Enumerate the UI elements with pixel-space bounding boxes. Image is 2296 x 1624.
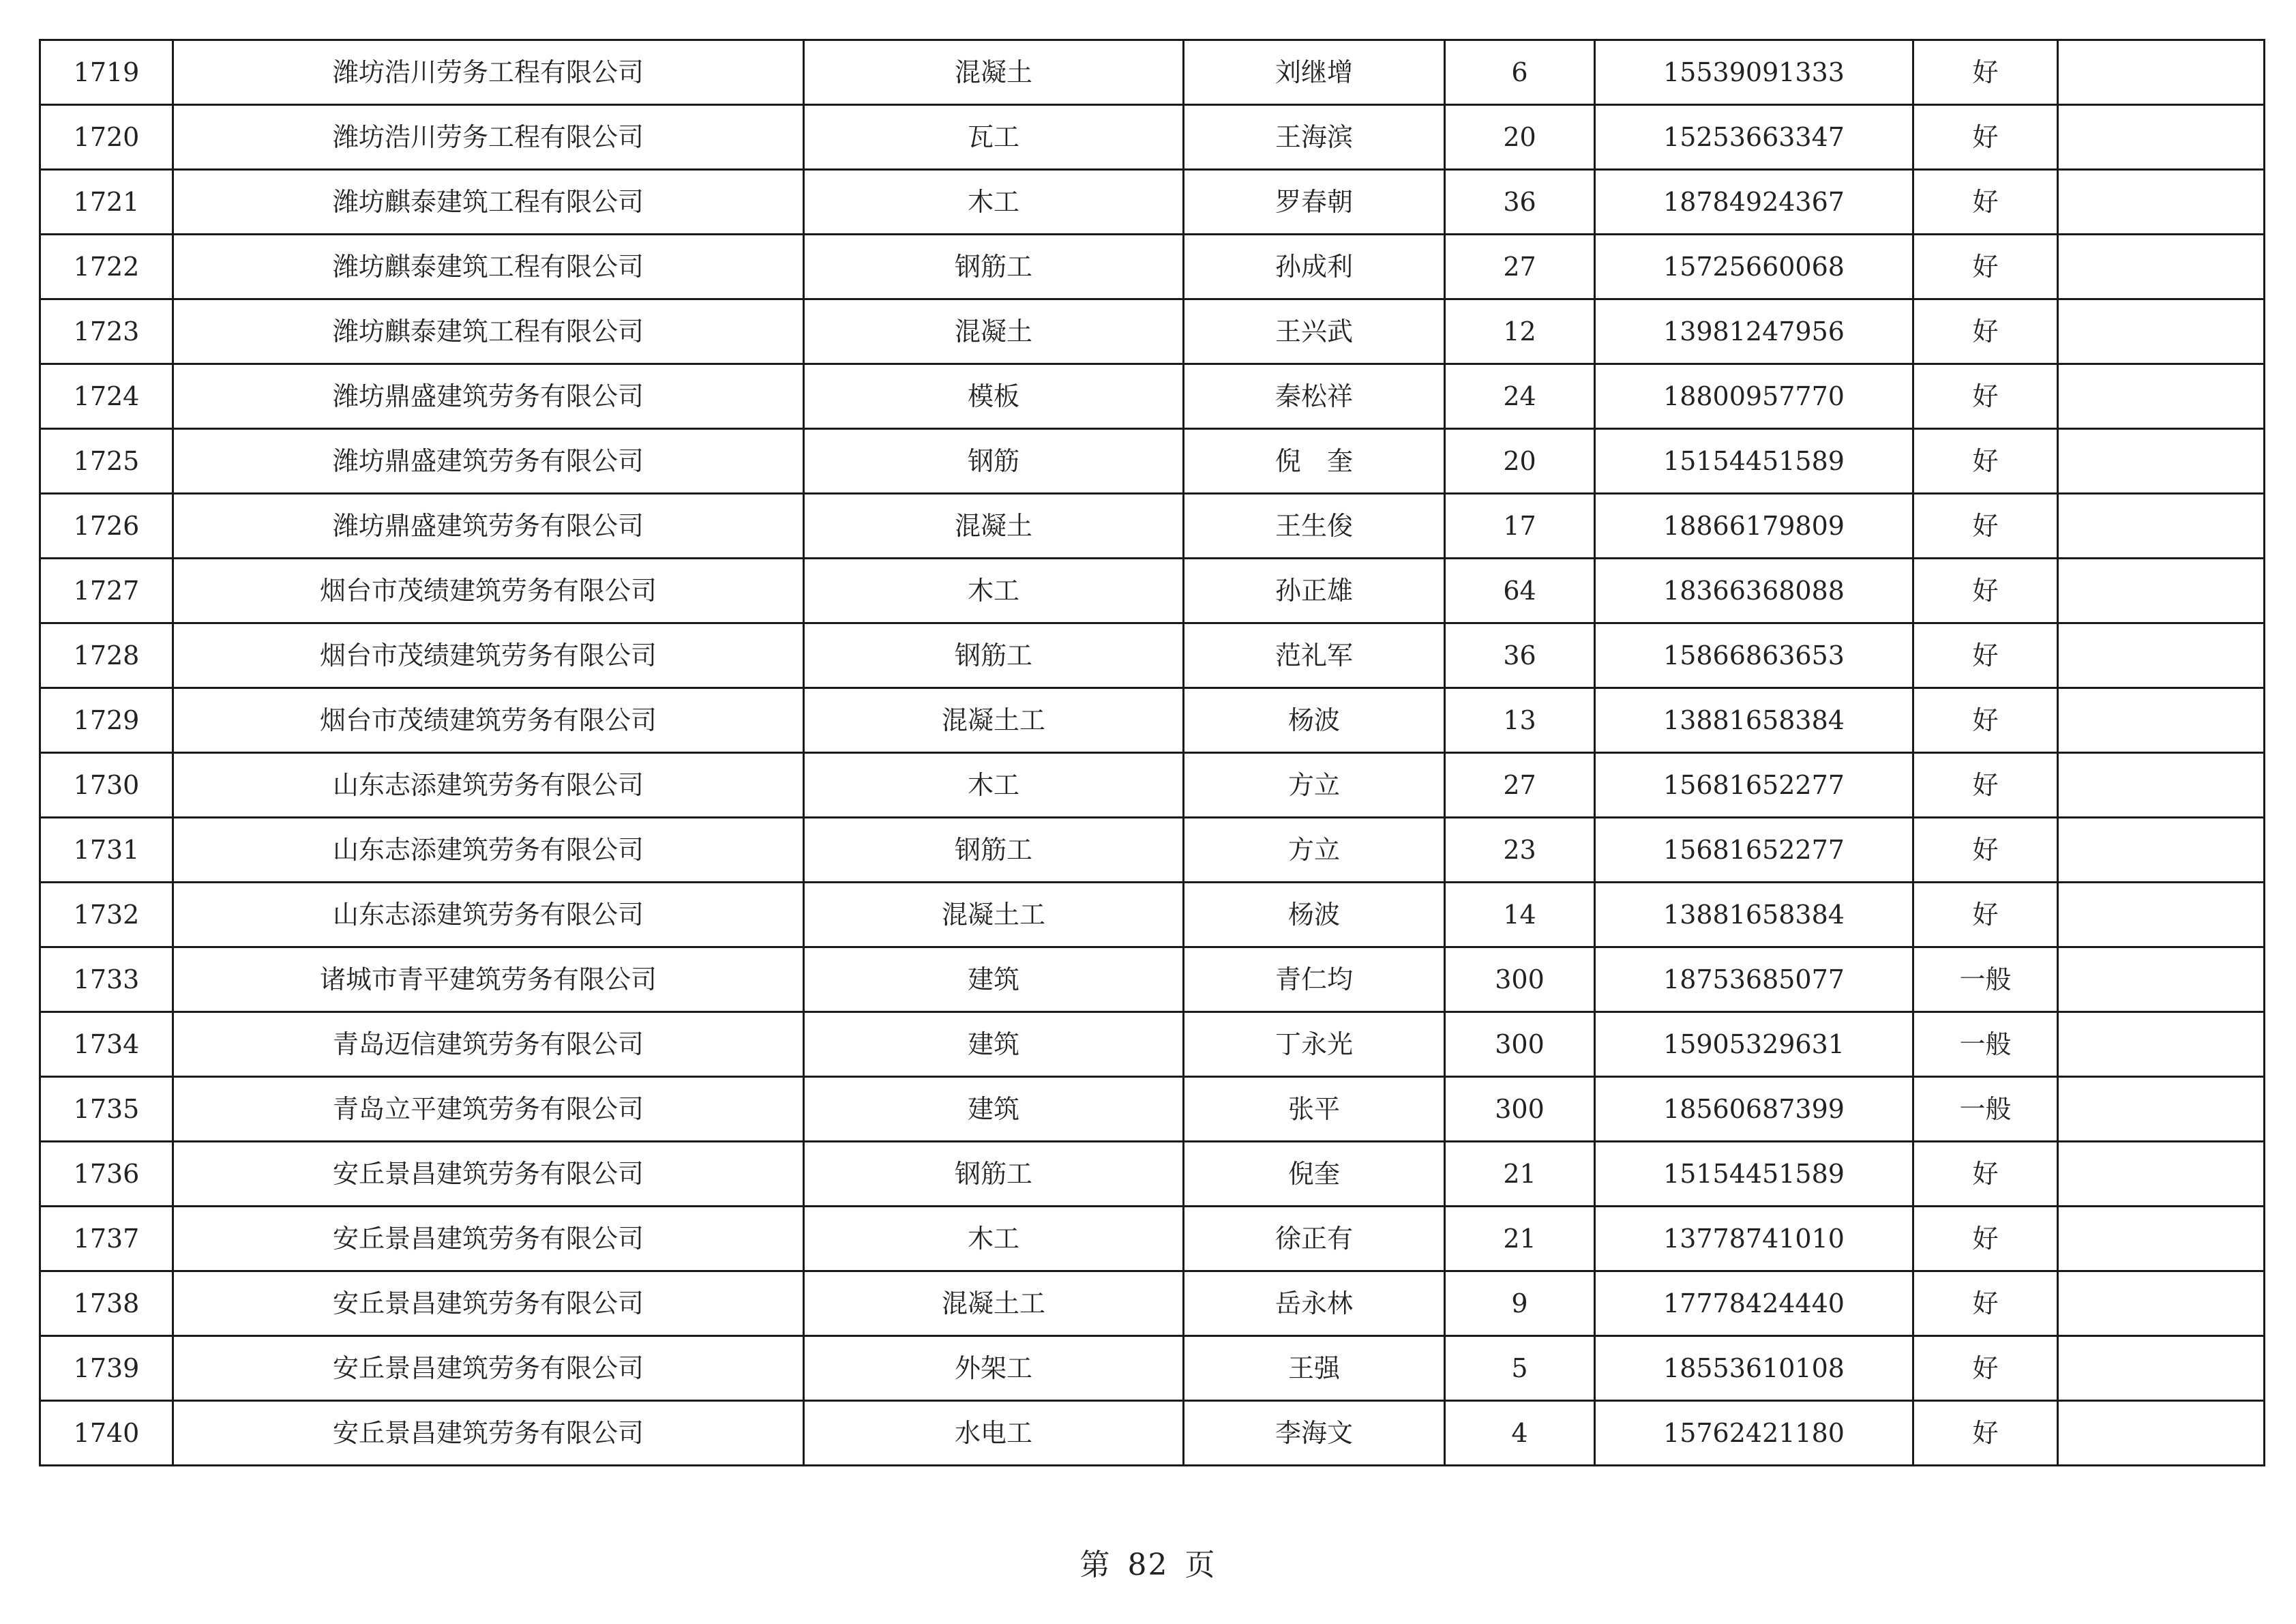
table-row — [40, 1401, 2265, 1466]
worker-count-cell: 300 — [1445, 1077, 1595, 1142]
row-number-cell: 1733 — [40, 947, 173, 1012]
company-name-cell: 潍坊鼎盛建筑劳务有限公司 — [173, 494, 804, 559]
table-body — [40, 40, 2265, 1466]
remarks-cell — [2058, 494, 2265, 559]
rating-cell: 一般 — [1913, 947, 2058, 1012]
row-number-cell: 1732 — [40, 883, 173, 947]
phone-number-cell: 15154451589 — [1595, 429, 1913, 494]
worker-count-cell: 27 — [1445, 235, 1595, 299]
table-row — [40, 688, 2265, 753]
row-number-cell: 1721 — [40, 170, 173, 235]
remarks-cell — [2058, 235, 2265, 299]
rating-cell: 一般 — [1913, 1012, 2058, 1077]
page-footer — [0, 1540, 2296, 1584]
trade-type-cell: 木工 — [804, 753, 1184, 818]
remarks-cell — [2058, 1077, 2265, 1142]
row-number-cell: 1737 — [40, 1207, 173, 1271]
worker-count-cell: 13 — [1445, 688, 1595, 753]
table-row — [40, 429, 2265, 494]
phone-number-cell: 18753685077 — [1595, 947, 1913, 1012]
contact-name-cell: 岳永林 — [1184, 1271, 1445, 1336]
remarks-cell — [2058, 883, 2265, 947]
worker-count-cell: 9 — [1445, 1271, 1595, 1336]
contact-name-cell: 青仁均 — [1184, 947, 1445, 1012]
contact-name-cell: 王兴武 — [1184, 299, 1445, 364]
row-number-cell: 1727 — [40, 559, 173, 623]
row-number-cell: 1723 — [40, 299, 173, 364]
contact-name-cell: 王强 — [1184, 1336, 1445, 1401]
rating-cell: 好 — [1913, 883, 2058, 947]
trade-type-cell: 混凝土工 — [804, 1271, 1184, 1336]
row-number-cell: 1726 — [40, 494, 173, 559]
rating-cell: 好 — [1913, 1142, 2058, 1207]
worker-count-cell: 300 — [1445, 947, 1595, 1012]
table-row — [40, 299, 2265, 364]
worker-count-cell: 21 — [1445, 1207, 1595, 1271]
labor-company-table — [39, 39, 2265, 1466]
contact-name-cell: 倪 奎 — [1184, 429, 1445, 494]
trade-type-cell: 建筑 — [804, 1077, 1184, 1142]
rating-cell: 好 — [1913, 105, 2058, 170]
table-row — [40, 40, 2265, 105]
phone-number-cell: 18866179809 — [1595, 494, 1913, 559]
row-number-cell: 1735 — [40, 1077, 173, 1142]
table-row — [40, 170, 2265, 235]
company-name-cell: 青岛迈信建筑劳务有限公司 — [173, 1012, 804, 1077]
trade-type-cell: 建筑 — [804, 1012, 1184, 1077]
table-row — [40, 235, 2265, 299]
phone-number-cell: 13881658384 — [1595, 883, 1913, 947]
company-name-cell: 安丘景昌建筑劳务有限公司 — [173, 1142, 804, 1207]
table-row — [40, 1142, 2265, 1207]
table-row — [40, 753, 2265, 818]
remarks-cell — [2058, 559, 2265, 623]
worker-count-cell: 64 — [1445, 559, 1595, 623]
trade-type-cell: 钢筋 — [804, 429, 1184, 494]
row-number-cell: 1739 — [40, 1336, 173, 1401]
remarks-cell — [2058, 299, 2265, 364]
table-row — [40, 1207, 2265, 1271]
phone-number-cell: 18366368088 — [1595, 559, 1913, 623]
rating-cell: 好 — [1913, 818, 2058, 883]
table-row — [40, 883, 2265, 947]
worker-count-cell: 14 — [1445, 883, 1595, 947]
company-name-cell: 潍坊鼎盛建筑劳务有限公司 — [173, 364, 804, 429]
worker-count-cell: 36 — [1445, 623, 1595, 688]
remarks-cell — [2058, 40, 2265, 105]
company-name-cell: 安丘景昌建筑劳务有限公司 — [173, 1336, 804, 1401]
contact-name-cell: 孙正雄 — [1184, 559, 1445, 623]
table-row — [40, 1336, 2265, 1401]
contact-name-cell: 杨波 — [1184, 883, 1445, 947]
table-row — [40, 364, 2265, 429]
worker-count-cell: 6 — [1445, 40, 1595, 105]
table-row — [40, 105, 2265, 170]
row-number-cell: 1740 — [40, 1401, 173, 1466]
phone-number-cell: 18553610108 — [1595, 1336, 1913, 1401]
remarks-cell — [2058, 429, 2265, 494]
worker-count-cell: 27 — [1445, 753, 1595, 818]
phone-number-cell: 15905329631 — [1595, 1012, 1913, 1077]
page-label-prefix: 第 — [1079, 1548, 1112, 1582]
trade-type-cell: 钢筋工 — [804, 1142, 1184, 1207]
trade-type-cell: 混凝土工 — [804, 883, 1184, 947]
rating-cell: 好 — [1913, 299, 2058, 364]
trade-type-cell: 混凝土工 — [804, 688, 1184, 753]
remarks-cell — [2058, 105, 2265, 170]
rating-cell: 好 — [1913, 559, 2058, 623]
company-name-cell: 安丘景昌建筑劳务有限公司 — [173, 1207, 804, 1271]
worker-count-cell: 5 — [1445, 1336, 1595, 1401]
remarks-cell — [2058, 947, 2265, 1012]
trade-type-cell: 水电工 — [804, 1401, 1184, 1466]
rating-cell: 好 — [1913, 429, 2058, 494]
trade-type-cell: 木工 — [804, 170, 1184, 235]
contact-name-cell: 方立 — [1184, 818, 1445, 883]
phone-number-cell: 17778424440 — [1595, 1271, 1913, 1336]
row-number-cell: 1725 — [40, 429, 173, 494]
remarks-cell — [2058, 753, 2265, 818]
row-number-cell: 1728 — [40, 623, 173, 688]
worker-count-cell: 20 — [1445, 429, 1595, 494]
phone-number-cell: 15866863653 — [1595, 623, 1913, 688]
company-name-cell: 潍坊麒泰建筑工程有限公司 — [173, 299, 804, 364]
contact-name-cell: 秦松祥 — [1184, 364, 1445, 429]
rating-cell: 好 — [1913, 1207, 2058, 1271]
contact-name-cell: 徐正有 — [1184, 1207, 1445, 1271]
contact-name-cell: 倪奎 — [1184, 1142, 1445, 1207]
company-name-cell: 潍坊浩川劳务工程有限公司 — [173, 40, 804, 105]
worker-count-cell: 21 — [1445, 1142, 1595, 1207]
company-name-cell: 烟台市茂绩建筑劳务有限公司 — [173, 559, 804, 623]
remarks-cell — [2058, 818, 2265, 883]
rating-cell: 好 — [1913, 40, 2058, 105]
phone-number-cell: 15681652277 — [1595, 753, 1913, 818]
worker-count-cell: 23 — [1445, 818, 1595, 883]
rating-cell: 好 — [1913, 1336, 2058, 1401]
company-name-cell: 潍坊鼎盛建筑劳务有限公司 — [173, 429, 804, 494]
contact-name-cell: 方立 — [1184, 753, 1445, 818]
row-number-cell: 1736 — [40, 1142, 173, 1207]
remarks-cell — [2058, 1012, 2265, 1077]
row-number-cell: 1722 — [40, 235, 173, 299]
contact-name-cell: 罗春朝 — [1184, 170, 1445, 235]
trade-type-cell: 钢筋工 — [804, 623, 1184, 688]
trade-type-cell: 钢筋工 — [804, 818, 1184, 883]
phone-number-cell: 15681652277 — [1595, 818, 1913, 883]
company-name-cell: 潍坊麒泰建筑工程有限公司 — [173, 170, 804, 235]
remarks-cell — [2058, 364, 2265, 429]
contact-name-cell: 刘继增 — [1184, 40, 1445, 105]
worker-count-cell: 20 — [1445, 105, 1595, 170]
row-number-cell: 1730 — [40, 753, 173, 818]
contact-name-cell: 孙成利 — [1184, 235, 1445, 299]
contact-name-cell: 王生俊 — [1184, 494, 1445, 559]
trade-type-cell: 混凝土 — [804, 40, 1184, 105]
remarks-cell — [2058, 688, 2265, 753]
worker-count-cell: 4 — [1445, 1401, 1595, 1466]
phone-number-cell: 13881658384 — [1595, 688, 1913, 753]
remarks-cell — [2058, 623, 2265, 688]
remarks-cell — [2058, 1207, 2265, 1271]
page-number: 82 — [1127, 1548, 1169, 1582]
phone-number-cell: 18800957770 — [1595, 364, 1913, 429]
phone-number-cell: 15539091333 — [1595, 40, 1913, 105]
phone-number-cell: 13778741010 — [1595, 1207, 1913, 1271]
contact-name-cell: 范礼军 — [1184, 623, 1445, 688]
table-row — [40, 1012, 2265, 1077]
company-name-cell: 潍坊浩川劳务工程有限公司 — [173, 105, 804, 170]
worker-count-cell: 36 — [1445, 170, 1595, 235]
rating-cell: 好 — [1913, 235, 2058, 299]
phone-number-cell: 15253663347 — [1595, 105, 1913, 170]
trade-type-cell: 建筑 — [804, 947, 1184, 1012]
worker-count-cell: 17 — [1445, 494, 1595, 559]
rating-cell: 好 — [1913, 170, 2058, 235]
table-row — [40, 494, 2265, 559]
rating-cell: 好 — [1913, 1271, 2058, 1336]
phone-number-cell: 15154451589 — [1595, 1142, 1913, 1207]
rating-cell: 一般 — [1913, 1077, 2058, 1142]
company-name-cell: 诸城市青平建筑劳务有限公司 — [173, 947, 804, 1012]
trade-type-cell: 外架工 — [804, 1336, 1184, 1401]
contact-name-cell: 李海文 — [1184, 1401, 1445, 1466]
trade-type-cell: 木工 — [804, 1207, 1184, 1271]
row-number-cell: 1738 — [40, 1271, 173, 1336]
trade-type-cell: 模板 — [804, 364, 1184, 429]
company-name-cell: 青岛立平建筑劳务有限公司 — [173, 1077, 804, 1142]
table-row — [40, 559, 2265, 623]
company-name-cell: 山东志添建筑劳务有限公司 — [173, 753, 804, 818]
rating-cell: 好 — [1913, 494, 2058, 559]
page-label-suffix: 页 — [1184, 1548, 1217, 1582]
row-number-cell: 1734 — [40, 1012, 173, 1077]
remarks-cell — [2058, 1401, 2265, 1466]
phone-number-cell: 18784924367 — [1595, 170, 1913, 235]
rating-cell: 好 — [1913, 364, 2058, 429]
data-table-container — [39, 39, 2263, 1466]
rating-cell: 好 — [1913, 753, 2058, 818]
worker-count-cell: 300 — [1445, 1012, 1595, 1077]
contact-name-cell: 张平 — [1184, 1077, 1445, 1142]
trade-type-cell: 混凝土 — [804, 494, 1184, 559]
rating-cell: 好 — [1913, 688, 2058, 753]
row-number-cell: 1720 — [40, 105, 173, 170]
row-number-cell: 1724 — [40, 364, 173, 429]
table-row — [40, 947, 2265, 1012]
worker-count-cell: 12 — [1445, 299, 1595, 364]
row-number-cell: 1719 — [40, 40, 173, 105]
remarks-cell — [2058, 1271, 2265, 1336]
table-row — [40, 623, 2265, 688]
table-row — [40, 1271, 2265, 1336]
company-name-cell: 山东志添建筑劳务有限公司 — [173, 818, 804, 883]
trade-type-cell: 混凝土 — [804, 299, 1184, 364]
phone-number-cell: 15762421180 — [1595, 1401, 1913, 1466]
company-name-cell: 烟台市茂绩建筑劳务有限公司 — [173, 688, 804, 753]
trade-type-cell: 瓦工 — [804, 105, 1184, 170]
rating-cell: 好 — [1913, 623, 2058, 688]
contact-name-cell: 杨波 — [1184, 688, 1445, 753]
phone-number-cell: 18560687399 — [1595, 1077, 1913, 1142]
company-name-cell: 安丘景昌建筑劳务有限公司 — [173, 1271, 804, 1336]
trade-type-cell: 钢筋工 — [804, 235, 1184, 299]
table-row — [40, 1077, 2265, 1142]
remarks-cell — [2058, 170, 2265, 235]
company-name-cell: 安丘景昌建筑劳务有限公司 — [173, 1401, 804, 1466]
row-number-cell: 1731 — [40, 818, 173, 883]
company-name-cell: 潍坊麒泰建筑工程有限公司 — [173, 235, 804, 299]
rating-cell: 好 — [1913, 1401, 2058, 1466]
phone-number-cell: 15725660068 — [1595, 235, 1913, 299]
worker-count-cell: 24 — [1445, 364, 1595, 429]
row-number-cell: 1729 — [40, 688, 173, 753]
company-name-cell: 山东志添建筑劳务有限公司 — [173, 883, 804, 947]
trade-type-cell: 木工 — [804, 559, 1184, 623]
company-name-cell: 烟台市茂绩建筑劳务有限公司 — [173, 623, 804, 688]
contact-name-cell: 丁永光 — [1184, 1012, 1445, 1077]
remarks-cell — [2058, 1336, 2265, 1401]
remarks-cell — [2058, 1142, 2265, 1207]
table-row — [40, 818, 2265, 883]
phone-number-cell: 13981247956 — [1595, 299, 1913, 364]
contact-name-cell: 王海滨 — [1184, 105, 1445, 170]
